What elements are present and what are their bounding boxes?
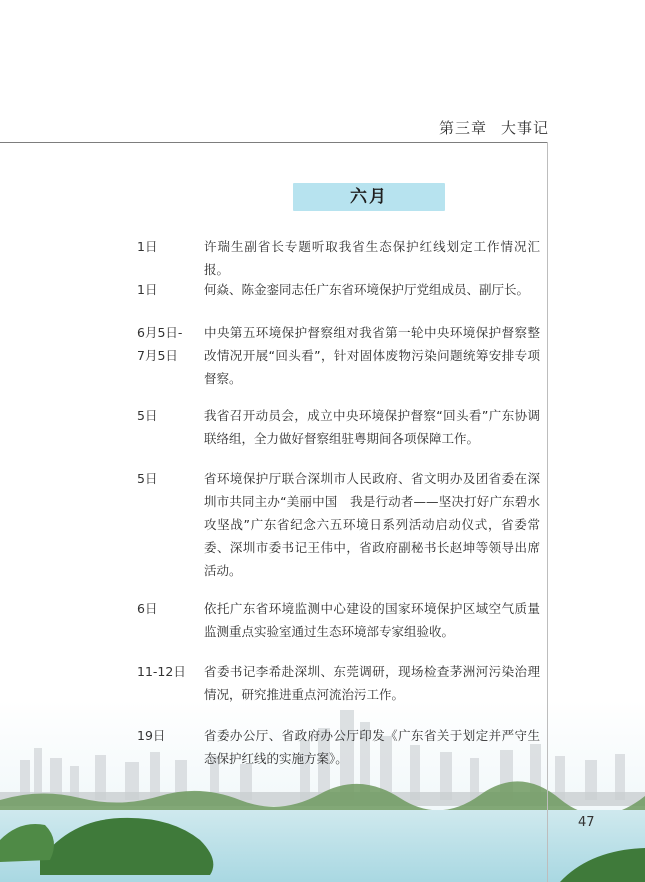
event-date: 1日 <box>137 239 158 254</box>
event-date: 11-12日 <box>137 664 186 679</box>
header-rule <box>0 142 548 143</box>
page-number: 47 <box>578 815 595 830</box>
chapter-section-title: 大事记 <box>500 119 549 137</box>
event-date: 6日 <box>137 601 158 616</box>
margin-rule <box>547 142 548 882</box>
event-date: 5日 <box>137 471 158 486</box>
chapter-number: 第三章 <box>438 119 487 137</box>
event-text: 中央第五环境保护督察组对我省第一轮中央环境保护督察整改情况开展“回头看”，针对固体废物污染问题统筹安排专项督察。 <box>204 325 540 386</box>
event-text: 省环境保护厅联合深圳市人民政府、省文明办及团省委在深圳市共同主办“美丽中国 我是行动者——坚决打好广东碧水攻坚战”广东省纪念六五环境日系列活动启动仪式，省委常委、深圳市委书记王伟中，省政府副秘书长赵坤等领导出席活动。 <box>204 471 540 578</box>
event-text: 省委书记李希赴深圳、东莞调研，现场检查茅洲河污染治理情况，研究推进重点河流治污工作。 <box>204 664 540 702</box>
event-text: 省委办公厅、省政府办公厅印发《广东省关于划定并严守生态保护红线的实施方案》。 <box>204 728 540 766</box>
event-text: 许瑞生副省长专题听取我省生态保护红线划定工作情况汇报。 <box>204 239 540 277</box>
event-date: 5日 <box>137 408 158 423</box>
month-heading <box>293 183 445 211</box>
event-date: 19日 <box>137 728 166 743</box>
chapter-header <box>439 117 549 138</box>
event-date: 6月5日- 7月5日 <box>137 325 183 363</box>
event-date: 1日 <box>137 282 158 297</box>
event-text: 我省召开动员会，成立中央环境保护督察“回头看”广东协调联络组，全力做好督察组驻粤期间各项保障工作。 <box>204 408 540 446</box>
event-text: 依托广东省环境监测中心建设的国家环境保护区域空气质量监测重点实验室通过生态环境部专家组验收。 <box>204 601 540 639</box>
month-heading-text: 六月 <box>350 187 388 207</box>
event-text: 何焱、陈金銮同志任广东省环境保护厅党组成员、副厅长。 <box>204 282 530 297</box>
